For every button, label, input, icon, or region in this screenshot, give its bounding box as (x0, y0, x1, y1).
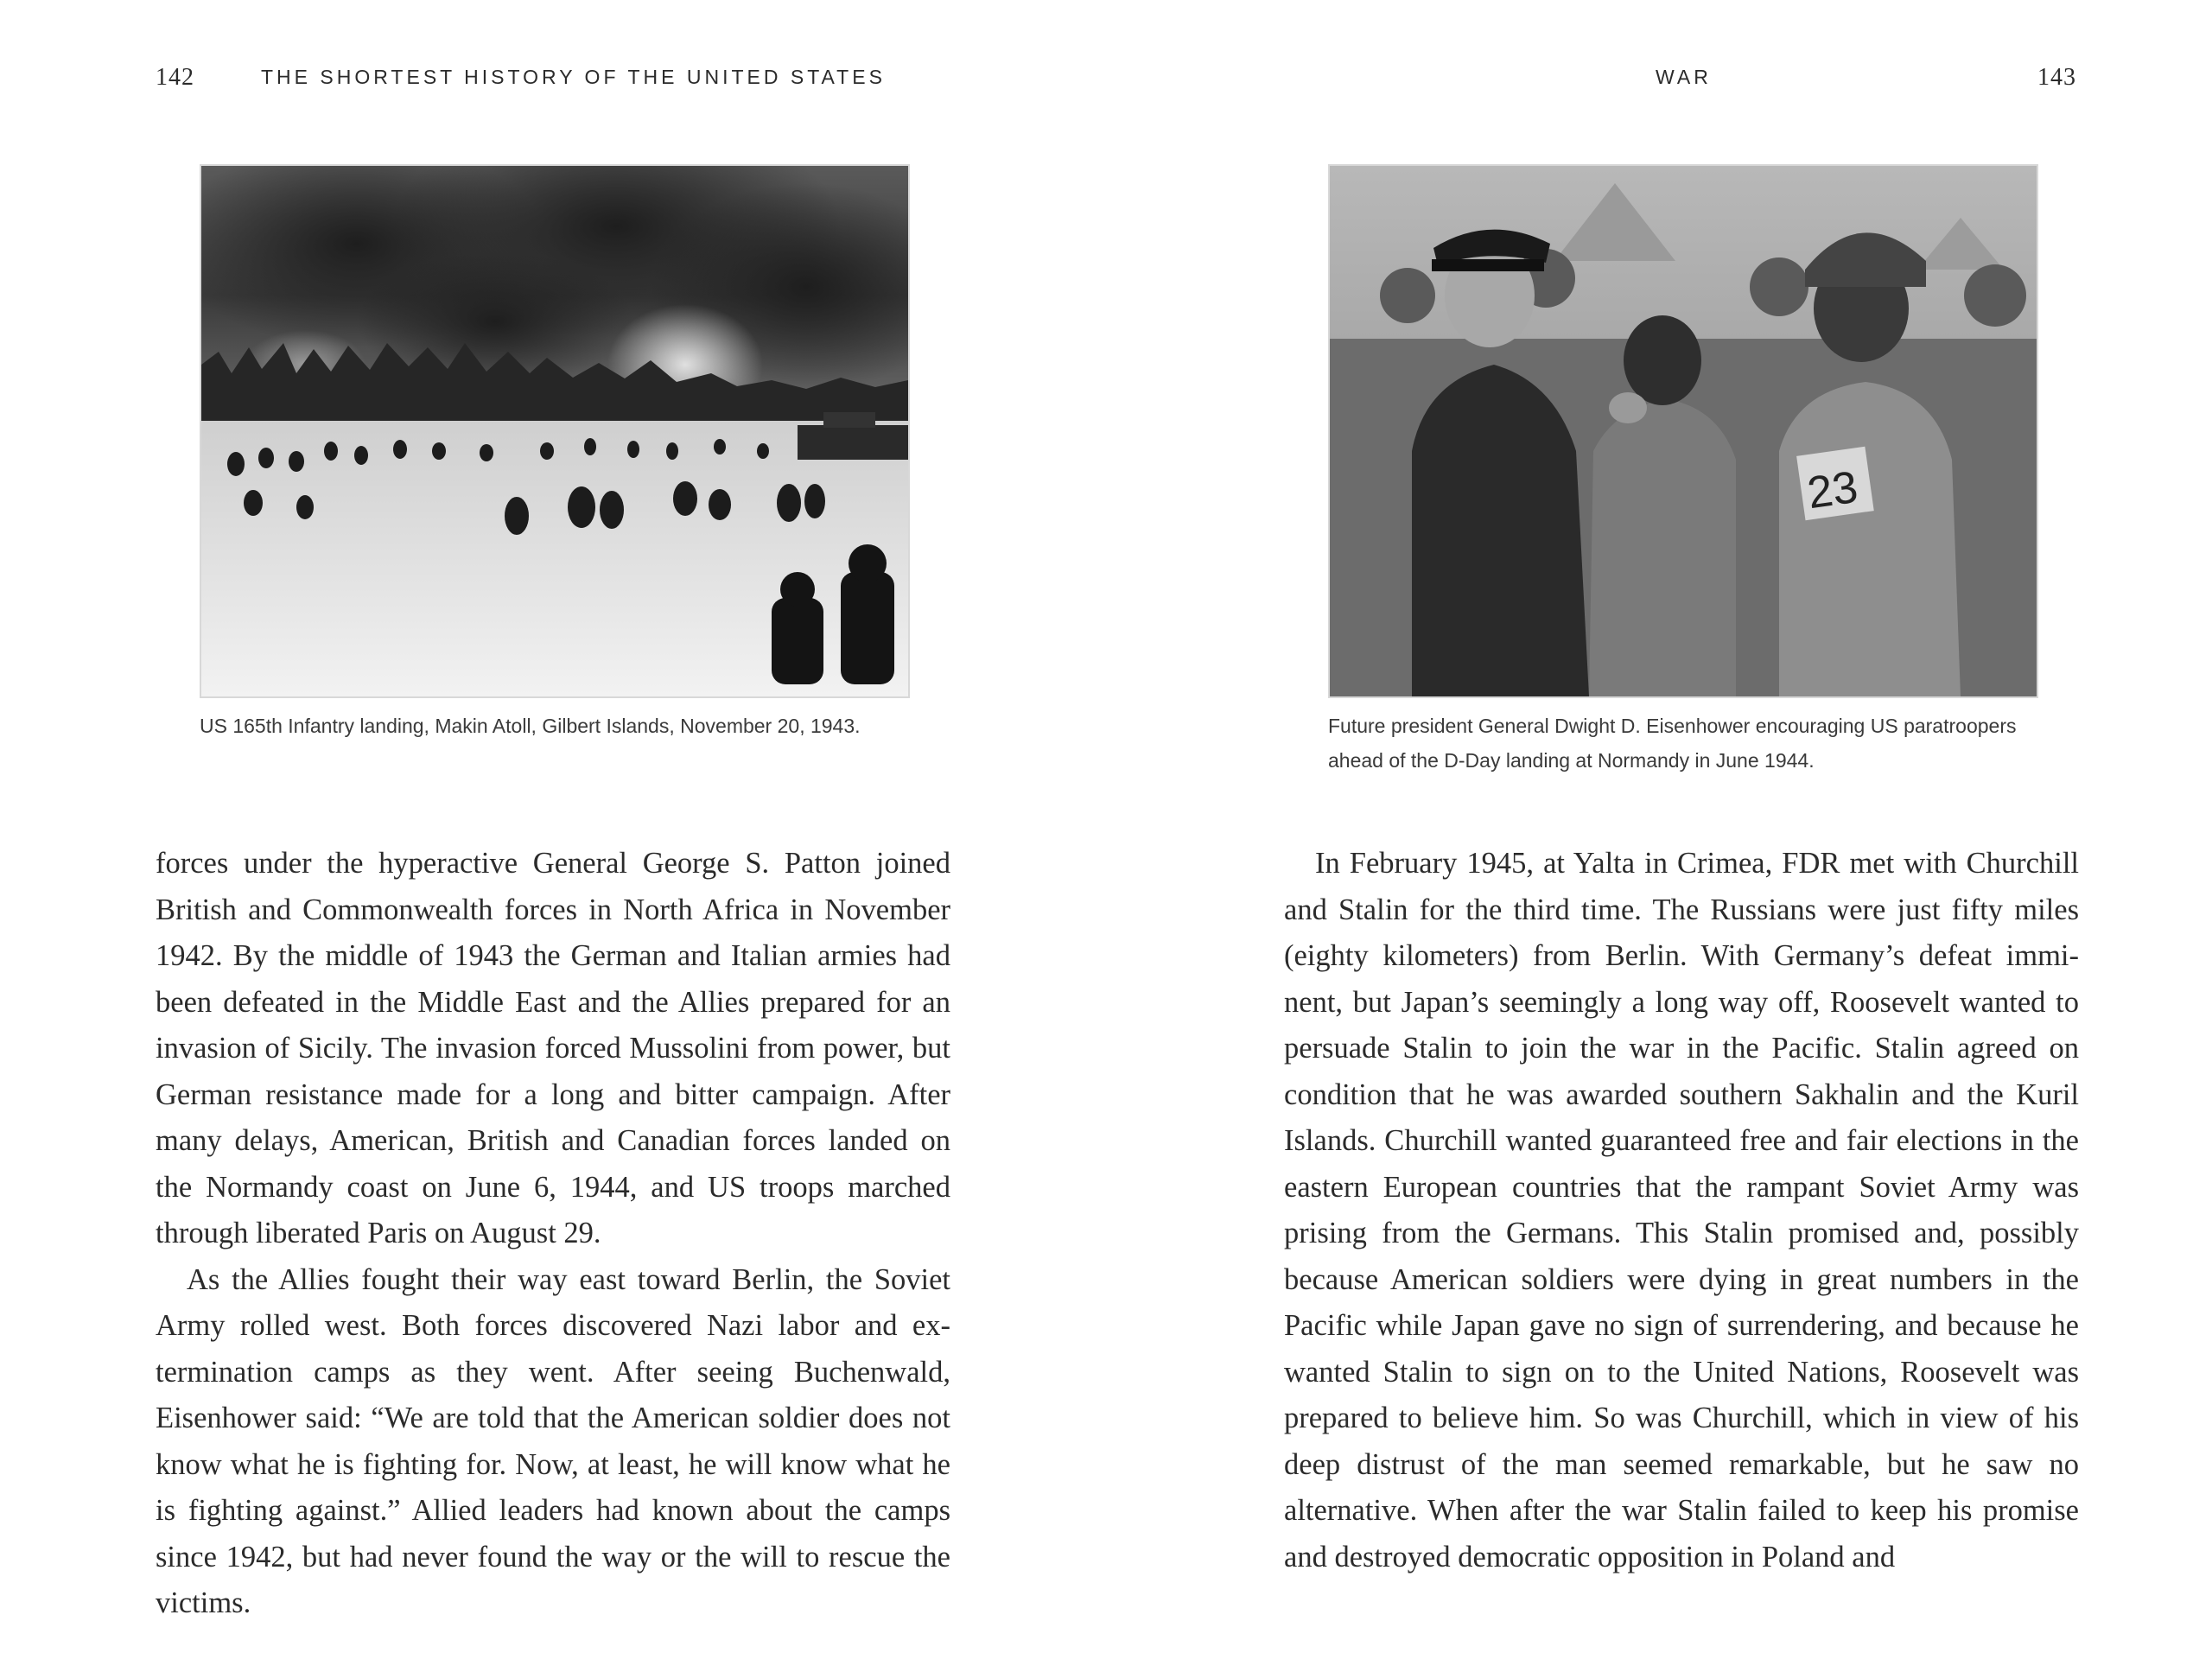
photo-makin-atoll-landing (200, 164, 910, 698)
page-number-left: 142 (156, 64, 194, 91)
photo-eisenhower-paratroopers (1328, 164, 2038, 698)
page-number-right: 143 (2037, 64, 2076, 91)
running-head-chapter-title: WAR (1656, 66, 1712, 88)
figure-caption-right: Future president General Dwight D. Eisenhower encouraging US paratroopers ahead of the D-Day landing at Normandy in June 1944. (1328, 715, 2017, 772)
paragraph: forces under the hyperactive General George S. Patton joined British and Commonwealth forces in North Africa in November 1942. By the middle of 1943 the German and Italian armies had been defeated in the Middle East and the Allies prepared for an invasion of Sicily. The invasion forced Mussolini from power, but German resistance made for a long and bitter campaign. After many delays, American, British and Canadian forces landed on the Normandy coast on June 6, 1944, and US troops marched through liberated Paris on August 29. (156, 847, 950, 1249)
paragraph: As the Allies fought their way east toward Berlin, the Soviet Army rolled west. Both forces discovered Nazi labor and extermination camps as they went. After seeing Buchenwald, Eisenhower said: “We are told that the American soldier does not know what he is fighting for. Now, at least, he will know what he is fighting against.” Allied leaders had known about the camps since 1942, but had never found the way or the will to rescue the victims. (156, 1262, 950, 1619)
photo-eisenhower-image (1330, 166, 2037, 696)
body-text-right (1284, 841, 2079, 1580)
photo-makin-atoll-image (201, 166, 908, 696)
figure-caption-left: US 165th Infantry landing, Makin Atoll, Gilbert Islands, November 20, 1943. (200, 715, 861, 737)
right-page (1106, 0, 2212, 1672)
paratrooper-number-patch: 23 (1804, 461, 1861, 519)
body-text-left (156, 841, 950, 1627)
running-head-book-title: THE SHORTEST HISTORY OF THE UNITED STATES (261, 66, 886, 88)
paragraph: In February 1945, at Yalta in Crimea, FDR met with Churchill and Stalin for the third time. The Russians were just fifty miles (eighty kilometers) from Berlin. With Germany’s defeat imminent, but Japan’s seemingly a long way off, Roosevelt wanted to persuade Stalin to join the war in the Pacific. Stalin agreed on condition that he was awarded southern Sakhalin and the Kuril Islands. Churchill wanted guaranteed free and fair elections in the eastern European countries that the rampant Soviet Army was prising from the Germans. This Stalin promised and, possibly because American soldiers were dying in great numbers in the Pacific while Japan gave no sign of surrendering, and because he wanted Stalin to sign on to the United Nations, Roosevelt was prepared to believe him. So was Churchill, which in view of his deep distrust of the man seemed remarkable, but he saw no alternative. When after the war Stalin failed to keep his promise and destroyed democratic opposition in Poland and (1284, 847, 2079, 1573)
